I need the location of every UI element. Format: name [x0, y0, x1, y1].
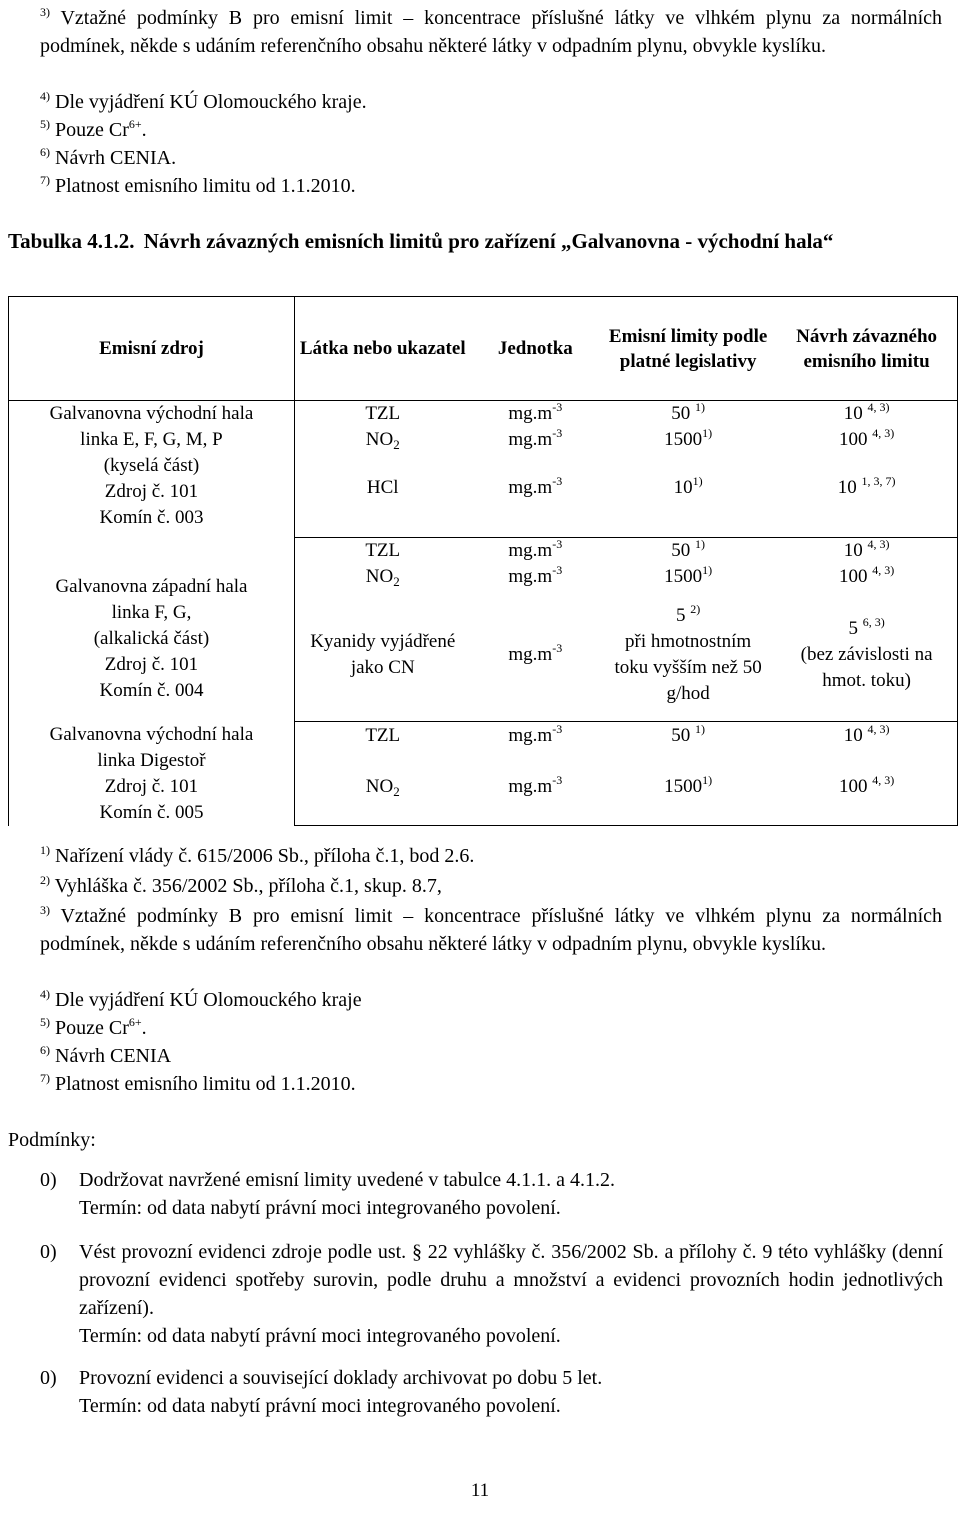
footnote-3	[40, 4, 942, 60]
source-line: (kyselá část)	[103, 455, 200, 476]
footnote-mark: 4)	[40, 89, 50, 103]
footnote-ref: 4, 3)	[867, 536, 890, 551]
proposed-limit: 100	[838, 429, 868, 450]
footnote-text: Platnost emisního limitu od 1.1.2010.	[55, 1073, 356, 1095]
current-limit-note: při hmotnostním toku vyšším než 50 g/hod	[614, 631, 762, 705]
substance-cell	[294, 401, 470, 428]
condition-deadline: Termín: od data nabytí právní moci integrovaného povolení.	[79, 1395, 561, 1417]
table-number: Tabulka 4.1.2.	[8, 229, 135, 253]
source-line: linka E, F, G, M, P	[80, 429, 223, 450]
header-source: Emisní zdroj	[9, 297, 295, 401]
condition-item	[40, 1166, 943, 1222]
unit-cell	[471, 722, 601, 750]
substance-cell	[294, 750, 470, 826]
current-limit-cell	[600, 722, 776, 750]
footnote-after: .	[141, 119, 147, 141]
header-current-limit: Emisní limity podle platné legislativy	[600, 297, 776, 401]
footnote-text: Nařízení vlády č. 615/2006 Sb., příloha č.1, bod 2.6.	[55, 845, 475, 867]
table-title: Návrh závazných emisních limitů pro zařízení „Galvanovna - východní hala“	[143, 229, 834, 253]
unit-cell	[471, 537, 601, 564]
current-limit-cell	[600, 564, 776, 590]
footnote-text: Vztažné podmínky B pro emisní limit – koncentrace příslušné látky ve vlhkém plynu za normálních podmínek, někde s udáním referenčního obsahu některé látky v odpadním plynu, obvykle kyslíku.	[40, 7, 942, 57]
header-substance: Látka nebo ukazatel	[294, 297, 470, 401]
current-limit-cell	[600, 401, 776, 428]
proposed-limit: 5	[848, 618, 858, 640]
page-number: 11	[470, 1480, 490, 1501]
proposed-limit: 100	[838, 776, 868, 798]
footnote-text: Vyhláška č. 356/2002 Sb., příloha č.1, skup. 8.7,	[54, 875, 442, 897]
unit: mg.m	[508, 477, 553, 498]
substance-subscript: 2	[393, 784, 400, 800]
footnote-superscript: 6+	[128, 117, 142, 131]
current-limit: 50	[671, 403, 691, 424]
unit-exponent: -3	[552, 641, 563, 656]
proposed-limit-cell	[776, 750, 957, 826]
substance: TZL	[365, 539, 401, 561]
footnote-5	[40, 1014, 942, 1042]
unit-cell	[471, 750, 601, 826]
substance: NO	[365, 776, 394, 798]
footnote-3	[40, 902, 942, 958]
proposed-limit: 10	[843, 539, 863, 561]
footnote-text: Vztažné podmínky B pro emisní limit – koncentrace příslušné látky ve vlhkém plynu za normálních podmínek, někde s udáním referenčního obsahu některé látky v odpadním plynu, obvykle kyslíku.	[40, 905, 942, 955]
footnote-text: Platnost emisního limitu od 1.1.2010.	[55, 175, 356, 197]
footnote-ref: 1)	[694, 721, 705, 736]
footnote-ref: 1)	[702, 773, 713, 788]
unit-cell	[471, 564, 601, 590]
footnote-ref: 1)	[694, 536, 705, 551]
substance: NO	[365, 565, 394, 587]
unit-exponent: -3	[552, 474, 563, 488]
unit-cell	[471, 401, 601, 428]
substance-cell	[294, 453, 470, 537]
table-caption	[8, 226, 948, 256]
source-line: linka Digestoř	[97, 749, 206, 771]
current-limit-cell	[600, 427, 776, 453]
proposed-limit-cell	[776, 564, 957, 590]
footnote-mark: 1)	[40, 843, 50, 857]
footnote-6	[40, 1042, 942, 1070]
footnote-ref: 2)	[690, 602, 701, 617]
footnote-4	[40, 986, 942, 1014]
condition-text: Dodržovat navržené emisní limity uvedené v tabulce 4.1.1. a 4.1.2.	[79, 1169, 615, 1191]
proposed-limit-cell	[776, 722, 957, 750]
substance-cell	[294, 564, 470, 590]
source-line: Komín č. 005	[99, 801, 204, 823]
footnote-mark: 4)	[40, 987, 50, 1001]
current-limit: 1500	[664, 776, 703, 798]
source-cell	[9, 537, 295, 722]
source-line: Komín č. 004	[99, 680, 204, 702]
footnote-superscript: 6+	[128, 1015, 142, 1029]
emission-limits-table	[8, 296, 958, 826]
footnote-text: Návrh CENIA.	[55, 147, 177, 169]
unit-exponent: -3	[552, 562, 563, 577]
footnote-ref: 4, 3)	[872, 773, 895, 788]
proposed-limit: 10	[837, 477, 857, 498]
footnote-ref: 4, 3)	[872, 426, 895, 440]
footnote-ref: 4, 3)	[867, 400, 890, 414]
unit: mg.m	[508, 776, 553, 798]
substance-cell	[294, 537, 470, 564]
footnote-text: Návrh CENIA	[55, 1045, 172, 1067]
condition-number: 0)	[40, 1367, 57, 1389]
substance-cell	[294, 590, 470, 722]
source-cell	[9, 722, 295, 826]
condition-text: Vést provozní evidenci zdroje podle ust. § 22 vyhlášky č. 356/2002 Sb. a přílohy č. 9 této vyhlášky (denní provozní evidenci spotřeby surovin, podle druhu a množství a evidenci provozních hodin jednotlivých zařízení).	[79, 1241, 943, 1319]
unit-exponent: -3	[552, 426, 563, 440]
current-limit-cell	[600, 453, 776, 537]
current-limit: 1500	[664, 429, 703, 450]
source-line: Zdroj č. 101	[104, 775, 199, 797]
footnote-4	[40, 88, 942, 116]
unit-cell	[471, 590, 601, 722]
footnote-ref: 1)	[702, 426, 713, 440]
condition-deadline: Termín: od data nabytí právní moci integrovaného povolení.	[79, 1325, 561, 1347]
footnote-mark: 3)	[40, 5, 50, 19]
footnote-5	[40, 116, 942, 144]
footnote-mark: 5)	[40, 117, 50, 131]
substance: Kyanidy vyjádřené jako CN	[310, 631, 456, 679]
footnote-ref: 6, 3)	[862, 615, 885, 630]
condition-item	[40, 1364, 943, 1420]
conditions-heading: Podmínky:	[8, 1129, 96, 1151]
source-line: Galvanovna východní hala	[49, 403, 254, 424]
condition-number: 0)	[40, 1241, 57, 1263]
current-limit-cell	[600, 750, 776, 826]
source-line: linka F, G,	[111, 602, 192, 624]
proposed-limit: 10	[843, 403, 863, 424]
proposed-limit-note: (bez závislosti na hmot. toku)	[800, 644, 933, 692]
footnote-text: Pouze Cr	[55, 1017, 129, 1039]
condition-number: 0)	[40, 1169, 57, 1191]
proposed-limit: 10	[843, 724, 863, 746]
current-limit: 5	[675, 605, 686, 627]
condition-text: Provozní evidenci a související doklady archivovat po dobu 5 let.	[79, 1367, 603, 1389]
footnote-1	[40, 842, 942, 870]
footnote-text: Dle vyjádření KÚ Olomouckého kraje	[55, 989, 362, 1011]
substance-cell	[294, 427, 470, 453]
proposed-limit-cell	[776, 427, 957, 453]
footnote-ref: 4, 3)	[867, 721, 890, 736]
footnote-text: Dle vyjádření KÚ Olomouckého kraje.	[55, 91, 367, 113]
unit: mg.m	[508, 644, 553, 666]
current-limit-cell	[600, 590, 776, 722]
proposed-limit-cell	[776, 453, 957, 537]
footnote-ref: 1)	[692, 474, 703, 488]
table-row	[9, 401, 958, 428]
substance-subscript: 2	[393, 573, 400, 589]
current-limit: 10	[673, 477, 693, 498]
condition-item	[40, 1238, 943, 1350]
footnote-ref: 1)	[702, 562, 713, 577]
substance: TZL	[365, 724, 401, 746]
footnote-2	[40, 872, 942, 900]
substance-subscript: 2	[393, 437, 400, 452]
current-limit: 50	[671, 539, 691, 561]
footnote-mark: 3)	[40, 903, 50, 917]
source-cell	[9, 401, 295, 538]
proposed-limit: 100	[838, 565, 868, 587]
source-line: Zdroj č. 101	[104, 481, 199, 502]
current-limit-cell	[600, 537, 776, 564]
proposed-limit-cell	[776, 401, 957, 428]
condition-deadline: Termín: od data nabytí právní moci integrovaného povolení.	[79, 1197, 561, 1219]
footnote-mark: 7)	[40, 1071, 50, 1085]
footnote-mark: 2)	[40, 873, 50, 887]
header-proposed-limit: Návrh závazného emisního limitu	[776, 297, 957, 401]
footnote-7	[40, 172, 942, 200]
source-line: Galvanovna západní hala	[55, 576, 248, 598]
table-row	[9, 722, 958, 750]
current-limit: 50	[671, 724, 691, 746]
footnote-ref: 4, 3)	[872, 562, 895, 577]
unit-cell	[471, 427, 601, 453]
substance: NO	[365, 429, 394, 450]
footnote-ref: 1)	[694, 400, 705, 414]
unit: mg.m	[508, 565, 553, 587]
footnote-mark: 6)	[40, 1043, 50, 1057]
unit-exponent: -3	[552, 536, 563, 551]
unit: mg.m	[508, 403, 553, 424]
footnote-7	[40, 1070, 942, 1098]
unit: mg.m	[508, 539, 553, 561]
footnote-6	[40, 144, 942, 172]
substance: TZL	[365, 403, 401, 424]
unit: mg.m	[508, 724, 553, 746]
unit-exponent: -3	[552, 721, 563, 736]
table-row	[9, 537, 958, 564]
table-header-row	[9, 297, 958, 401]
unit: mg.m	[508, 429, 553, 450]
source-line: (alkalická část)	[93, 628, 210, 650]
footnote-mark: 7)	[40, 173, 50, 187]
unit-exponent: -3	[552, 400, 563, 414]
footnote-mark: 5)	[40, 1015, 50, 1029]
footnote-text: Pouze Cr	[55, 119, 129, 141]
proposed-limit-cell	[776, 590, 957, 722]
footnote-mark: 6)	[40, 145, 50, 159]
current-limit: 1500	[664, 565, 703, 587]
source-line: Galvanovna východní hala	[49, 723, 254, 745]
unit-exponent: -3	[552, 773, 563, 788]
footnote-after: .	[141, 1017, 147, 1039]
footnote-ref: 1, 3, 7)	[861, 474, 896, 488]
source-line: Zdroj č. 101	[104, 654, 199, 676]
header-unit: Jednotka	[471, 297, 601, 401]
unit-cell	[471, 453, 601, 537]
source-line: Komín č. 003	[99, 507, 204, 528]
substance: HCl	[366, 477, 399, 498]
substance-cell	[294, 722, 470, 750]
proposed-limit-cell	[776, 537, 957, 564]
